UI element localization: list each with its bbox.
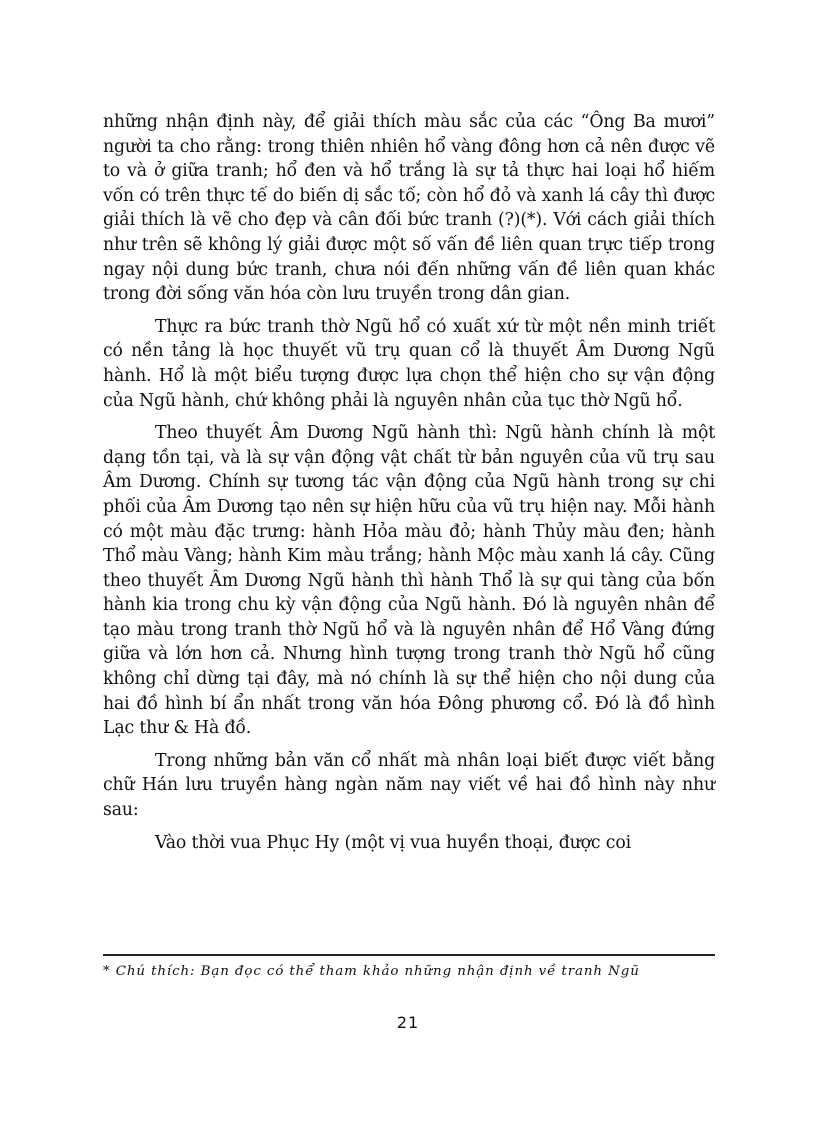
footnote: * Chú thích: Bạn đọc có thể tham khảo những nhận định về tranh Ngũ — [103, 964, 640, 979]
paragraph-origin: Thực ra bức tranh thờ Ngũ hổ có xuất xứ từ một nền minh triết có nền tảng là học thuyết vũ trụ quan cổ là thuyết Âm Dương Ngũ hành. Hổ là một biểu tượng được lựa chọn thể hiện cho sự vận động của Ngũ hành, chứ không phải là nguyên nhân của tục thờ Ngũ hổ. — [103, 316, 715, 411]
body-text — [103, 110, 715, 863]
paragraph-five-elements: Theo thuyết Âm Dương Ngũ hành thì: Ngũ hành chính là một dạng tồn tại, và là sự vận động vật chất từ bản nguyên của vũ trụ sau Âm Dương. Chính sự tương tác vận động của Ngũ hành trong sự chi phối của Âm Dương tạo nên sự hiện hữu của vũ trụ hiện nay. Mỗi hành có một màu đặc trưng: hành Hỏa màu đỏ; hành Thủy màu đen; hành Thổ màu Vàng; hành Kim màu trắng; hành Mộc màu xanh lá cây. Cũng theo thuyết Âm Dương Ngũ hành thì hành Thổ là sự qui tàng của bốn hành kia trong chu kỳ vận động của Ngũ hành. Đó là nguyên nhân để tạo màu trong tranh thờ Ngũ hổ và là nguyên nhân để Hổ Vàng đứng giữa và lớn hơn cả. Nhưng hình tượng trong tranh thờ Ngũ hổ cũng không chỉ dừng tại đây, mà nó chính là sự thể hiện cho nội dung của hai đồ hình bí ẩn nhất trong văn hóa Đông phương cổ. Đó là đồ hình Lạc thư & Hà đồ. — [103, 423, 715, 739]
paragraph-ancient-texts: Trong những bản văn cổ nhất mà nhân loại biết được viết bằng chữ Hán lưu truyền hàng ngàn năm nay viết về hai đồ hình này như sau: — [103, 750, 715, 821]
footnote-divider — [103, 954, 715, 956]
paragraph-continuation: những nhận định này, để giải thích màu sắc của các “Ông Ba mươi” người ta cho rằng: trong thiên nhiên hổ vàng đông hơn cả nên được vẽ to và ở giữa tranh; hổ đen và hổ trắng là sự tả thực hai loại hổ hiếm vốn có trên thực tế do biến dị sắc tố; còn hổ đỏ và xanh lá cây thì được giải thích là vẽ cho đẹp và cân đối bức tranh (?)(*). Với cách giải thích như trên sẽ không lý giải được một số vấn đề liên quan trực tiếp trong ngay nội dung bức tranh, chưa nói đến những vấn đề liên quan khác trong đời sống văn hóa còn lưu truyền trong dân gian. — [103, 112, 715, 305]
page-number: 21 — [396, 1013, 420, 1032]
paragraph-phuc-hy: Vào thời vua Phục Hy (một vị vua huyền thoại, được coi — [155, 832, 631, 853]
